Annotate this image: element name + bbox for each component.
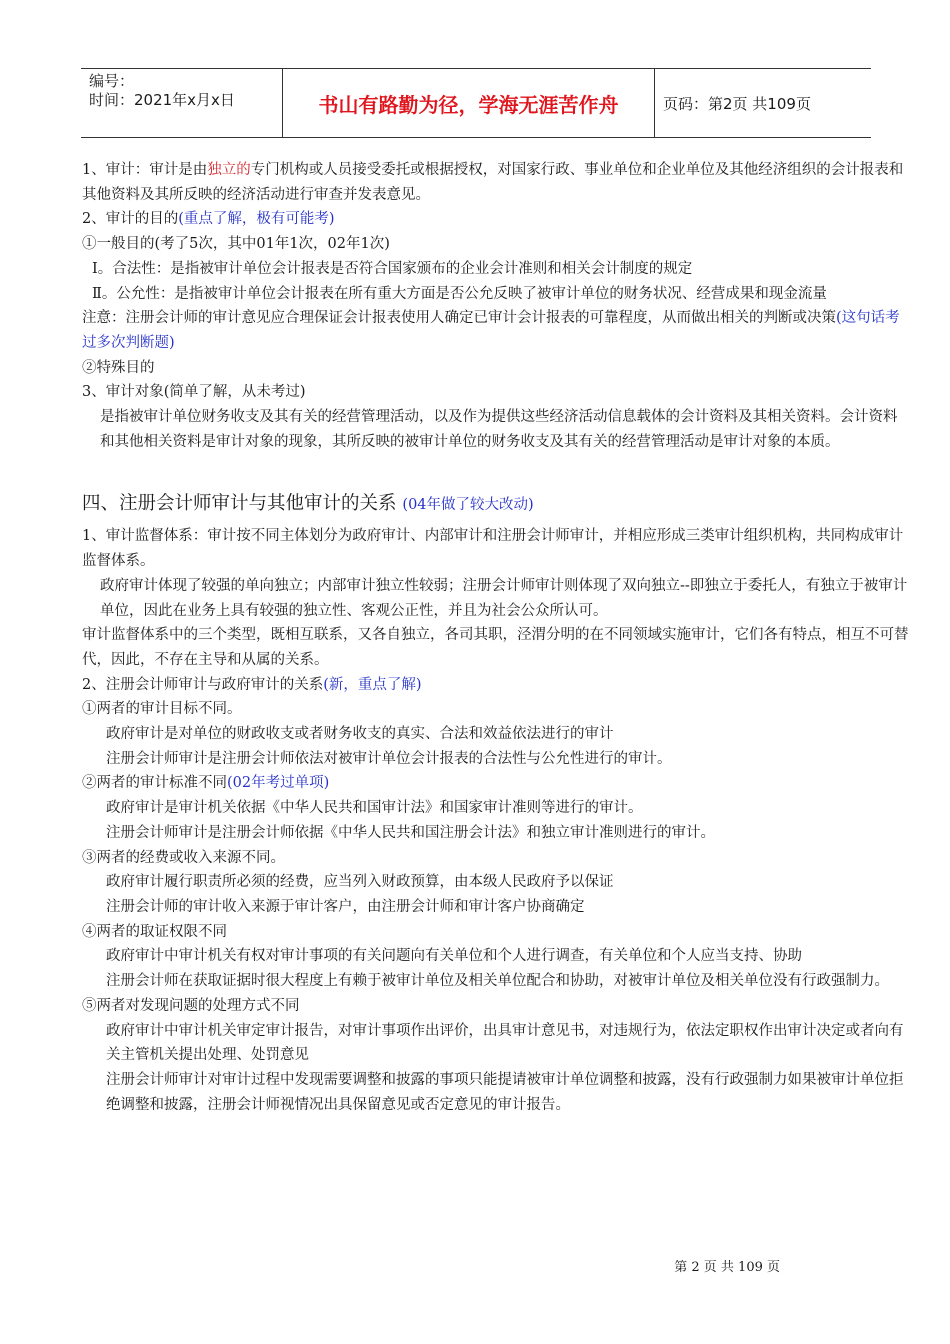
paragraph	[60, 306, 910, 355]
paragraph: 注册会计师审计是注册会计师依法对被审计单位会计报表的合法性与公允性进行的审计。	[106, 750, 672, 767]
paragraph: 政府审计是对单位的财政收支或者财务收支的真实、合法和效益依法进行的审计	[106, 726, 614, 743]
note-blue: (新，重点了解)	[323, 676, 422, 693]
text: 2、审计的目的	[82, 211, 179, 228]
text: 专门机构或人员接受委托或根据授权，对国家行政、事业单位和企业单位及其他经济组织的会计报表和其他资料及其所反映的经济活动进行审查并发表意见。	[82, 162, 904, 203]
number-label: 编号：	[89, 72, 135, 90]
note-blue: (04年做了较大改动)	[402, 497, 534, 514]
paragraph: 是指被审计单位财务收支及其有关的经营管理活动，以及作为提供这些经济活动信息载体的会计资料及其相关资料。会计资料和其他相关资料是审计对象的现象，其所反映的被审计单位的财务收支及其有关的经营管理活动是审计对象的本质。	[100, 409, 898, 450]
paragraph: 注册会计师的审计收入来源于审计客户，由注册会计师和审计客户协商确定	[106, 898, 585, 915]
text: 1、审计：审计是由	[82, 162, 208, 178]
paragraph	[60, 207, 910, 232]
paragraph: 注册会计师审计对审计过程中发现需要调整和披露的事项只能提请被审计单位调整和披露，没有行政强制力如果被审计单位拒绝调整和披露，注册会计师视情况出具保留意见或否定意见的审计报告。	[106, 1071, 904, 1113]
paragraph: 1、审计监督体系：审计按不同主体划分为政府审计、内部审计和注册会计师审计，并相应形成三类审计组织机构，共同构成审计监督体系。	[82, 528, 904, 570]
page-header	[81, 68, 871, 138]
paragraph: ①一般目的(考了5次，其中01年1次，02年1次)	[82, 236, 390, 253]
note-blue: (重点了解，极有可能考)	[178, 211, 335, 228]
paragraph: Ⅰ。合法性：是指被审计单位会计报表是否符合国家颁布的企业会计准则和相关会计制度的规定	[92, 260, 693, 277]
page-footer: 第 2 页 共 109 页	[674, 1260, 780, 1275]
paragraph: ②特殊目的	[82, 359, 155, 376]
paragraph: 政府审计中审计机关审定审计报告，对审计事项作出评价，出具审计意见书，对违规行为，依法定职权作出审计决定或者向有关主管机关提出处理、处罚意见	[106, 1022, 904, 1064]
highlight-red: 独立的	[207, 162, 251, 178]
time-label: 时间：2021年x月x日	[89, 91, 235, 109]
text: ②两者的审计标准不同	[82, 775, 227, 792]
note-blue: (02年考过单项)	[227, 775, 330, 792]
paragraph	[60, 158, 910, 207]
paragraph: 审计监督体系中的三个类型，既相互联系，又各自独立，各司其职，泾渭分明的在不同领域实施审计，它们各有特点，相互不可替代，因此，不存在主导和从属的关系。	[82, 627, 909, 668]
paragraph: 政府审计履行职责所必须的经费，应当列入财政预算，由本级人民政府予以保证	[106, 874, 614, 891]
paragraph: ⑤两者对发现问题的处理方式不同	[82, 997, 300, 1014]
paragraph: 注册会计师在获取证据时很大程度上有赖于被审计单位及相关单位配合和协助，对被审计单位及相关单位没有行政强制力。	[106, 973, 889, 990]
paragraph: ①两者的审计目标不同。	[82, 701, 242, 718]
header-motto: 书山有路勤为径，学海无涯苦作舟	[283, 69, 655, 137]
paragraph: 政府审计体现了较强的单向独立；内部审计独立性较弱；注册会计师审计则体现了双向独立--即独立于委托人，有独立于被审计单位，因此在业务上具有较强的独立性、客观公正性，并且为社会公众所认可。	[100, 577, 908, 619]
paragraph: 政府审计中审计机关有权对审计事项的有关问题向有关单位和个人进行调查，有关单位和个人应当支持、协助	[106, 948, 802, 965]
paragraph	[60, 673, 910, 698]
paragraph: 注册会计师审计是注册会计师依据《中华人民共和国注册会计法》和独立审计准则进行的审计。	[106, 824, 715, 841]
paragraph	[60, 771, 910, 796]
paragraph: ③两者的经费或收入来源不同。	[82, 849, 285, 866]
paragraph: 政府审计是审计机关依据《中华人民共和国审计法》和国家审计准则等进行的审计。	[106, 800, 643, 817]
header-meta	[81, 69, 283, 137]
heading-text: 四、注册会计师审计与其他审计的关系	[82, 493, 397, 515]
paragraph: 3、审计对象(简单了解，从未考过)	[82, 384, 306, 401]
paragraph: ④两者的取证权限不同	[82, 923, 227, 940]
text: 注意：注册会计师的审计意见应合理保证会计报表使用人确定已审计会计报表的可靠程度，从而做出相关的判断或决策	[82, 310, 836, 327]
document-body	[60, 158, 910, 1117]
header-page-label: 页码：第2页 共109页	[663, 94, 811, 113]
note-blue: (这句话考过多次判断题)	[82, 310, 900, 351]
text: 2、注册会计师审计与政府审计的关系	[82, 676, 324, 693]
section-heading	[60, 490, 910, 519]
paragraph: Ⅱ。公允性：是指被审计单位会计报表在所有重大方面是否公允反映了被审计单位的财务状况、经营成果和现金流量	[92, 285, 827, 302]
